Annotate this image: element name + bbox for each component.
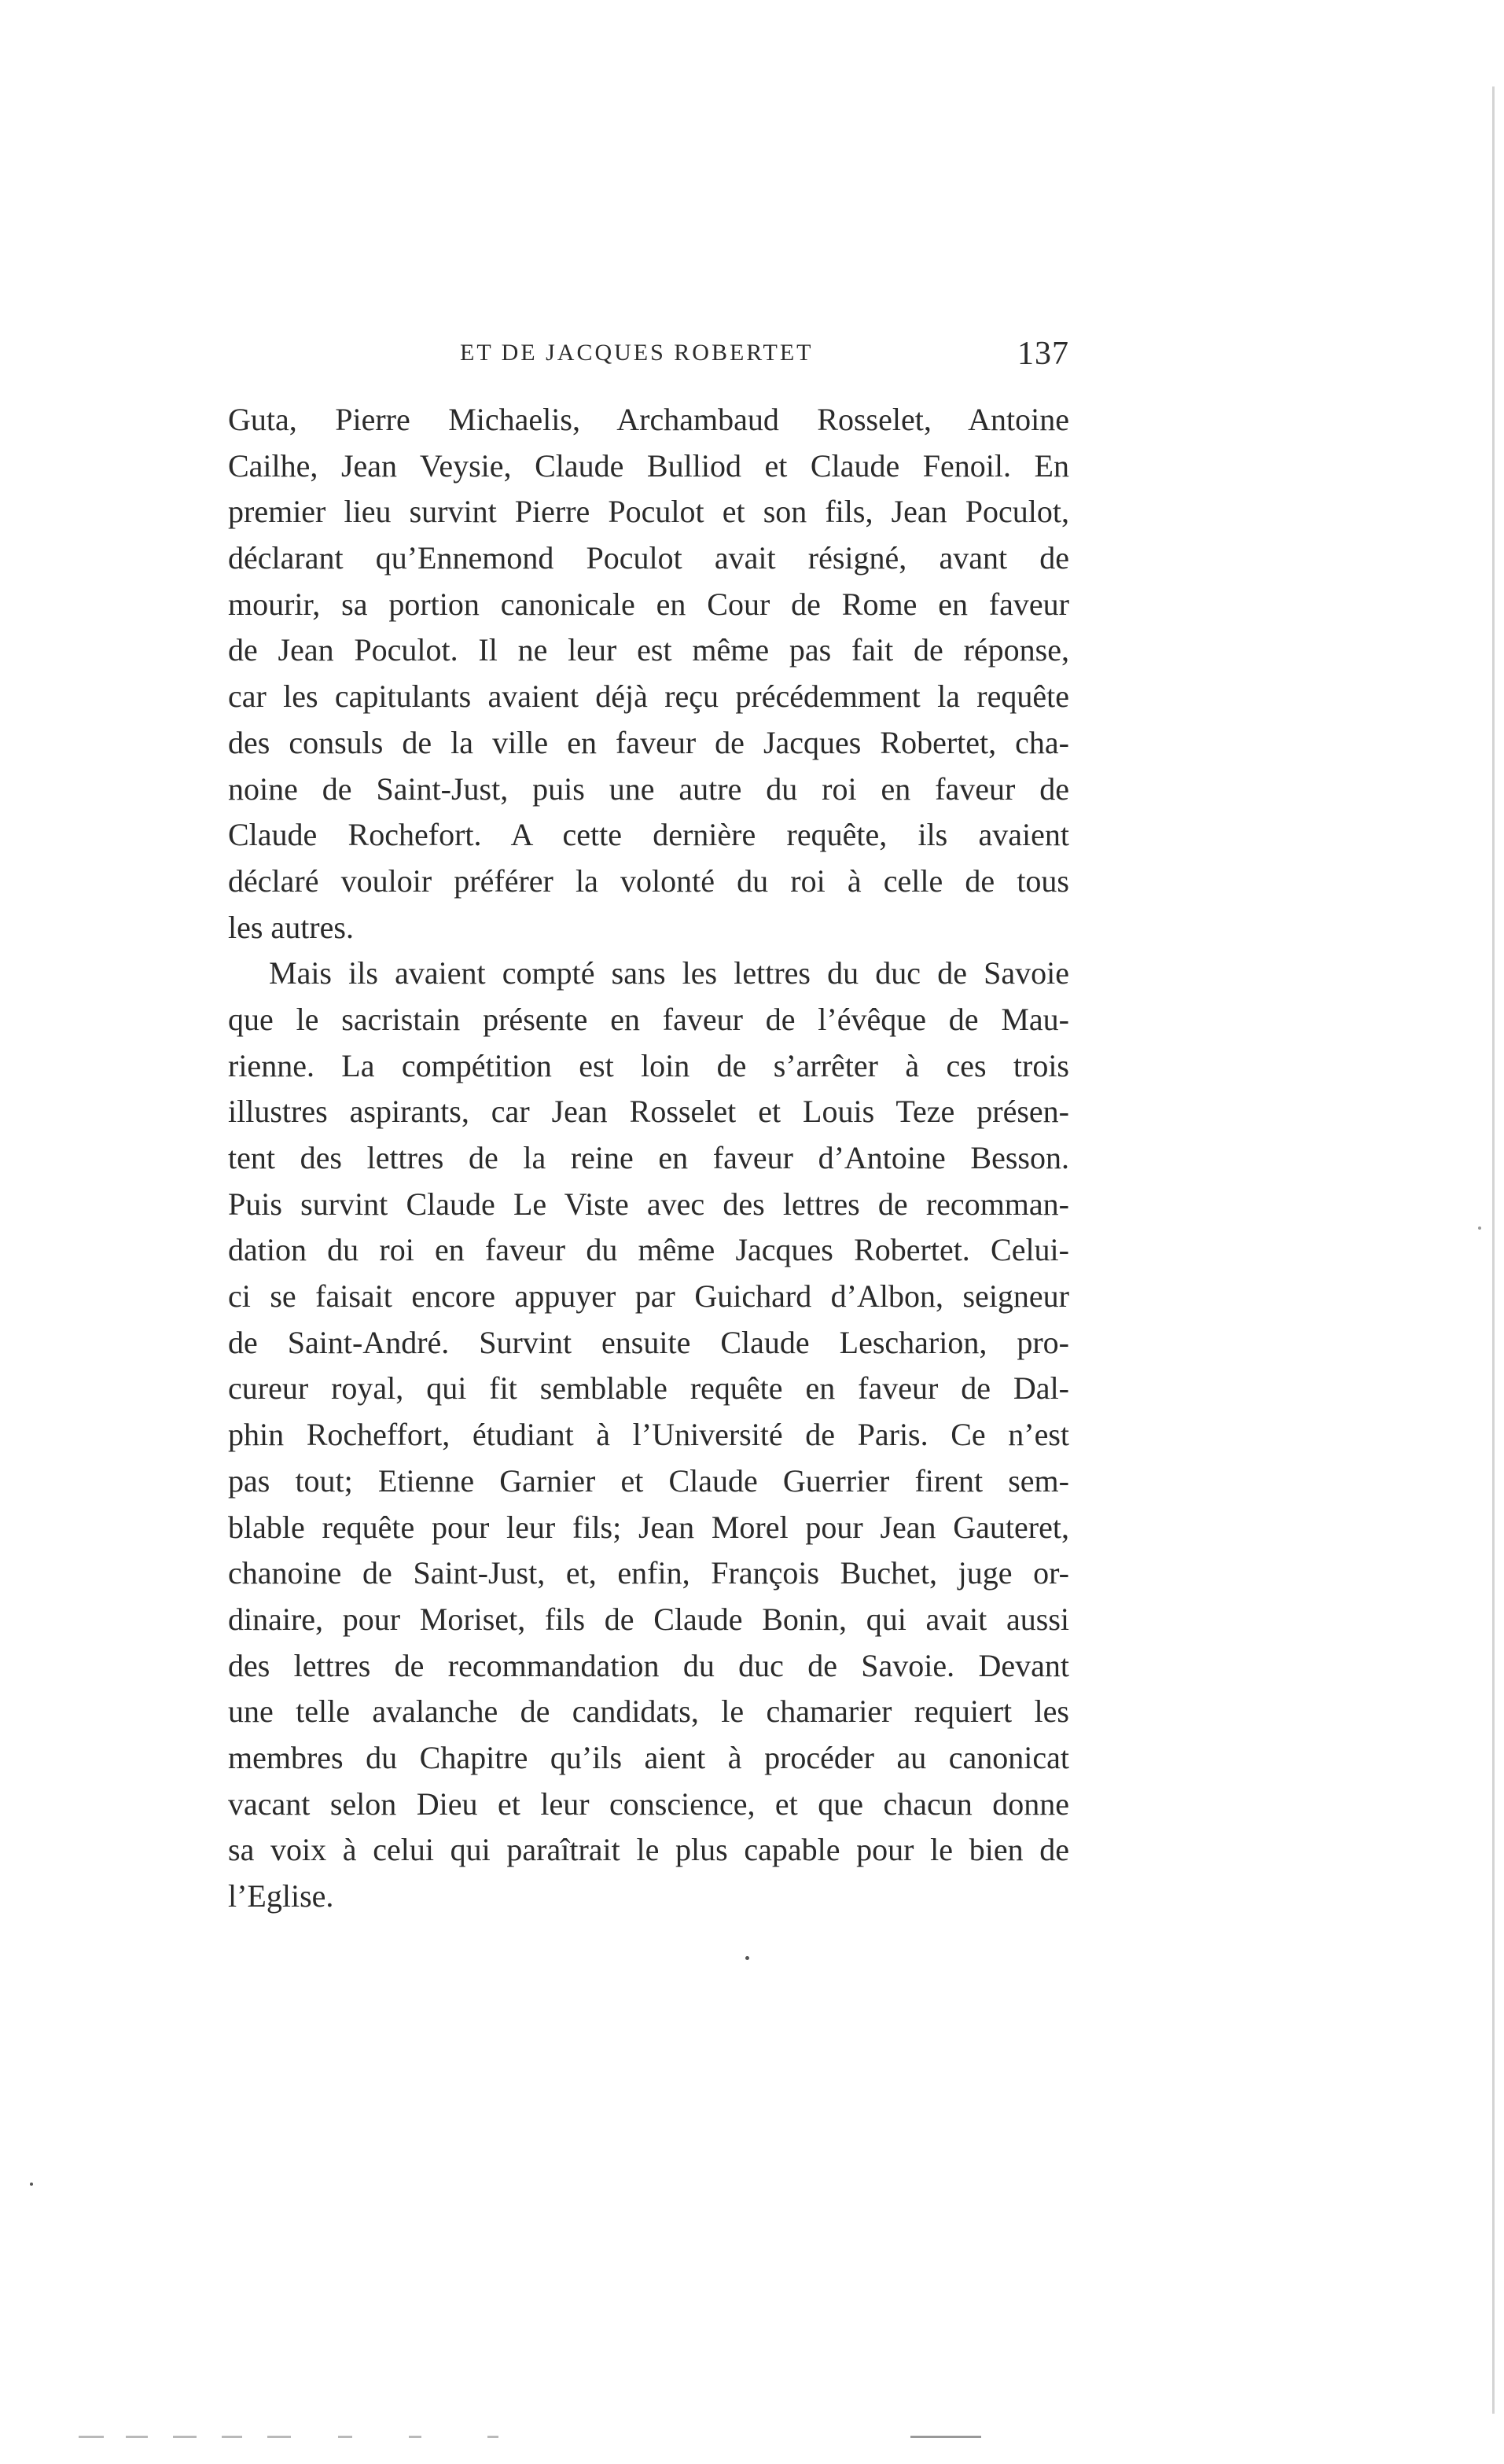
- text-line: dation du roi en faveur du même Jacques Robertet. Celui-: [228, 1232, 1069, 1268]
- text-line: Guta, Pierre Michaelis, Archambaud Rosselet, Antoine: [228, 402, 1069, 437]
- ink-speck: [30, 2183, 33, 2186]
- text-line: les autres.: [228, 909, 354, 945]
- text-line: des consuls de la ville en faveur de Jacques Robertet, cha-: [228, 724, 1069, 760]
- text-line: vacant selon Dieu et leur conscience, et que chacun donne: [228, 1785, 1069, 1822]
- text-line: pas tout; Etienne Garnier et Claude Guerrier firent sem-: [228, 1462, 1069, 1499]
- text-line: Mais ils avaient compté sans les lettres du duc de Savoie: [269, 955, 1069, 991]
- text-line: phin Rocheffort, étudiant à l’Université de Paris. Ce n’est: [228, 1417, 1069, 1453]
- text-line: chanoine de Saint-Just, et, enfin, François Buchet, juge or-: [228, 1555, 1069, 1591]
- running-head: ET DE JACQUES ROBERTET: [460, 340, 814, 366]
- text-line: que le sacristain présente en faveur de l’évêque de Mau-: [228, 1001, 1069, 1037]
- text-line: premier lieu survint Pierre Poculot et son fils, Jean Poculot,: [228, 494, 1069, 530]
- text-line: Claude Rochefort. A cette dernière requête, ils avaient: [228, 817, 1069, 853]
- scan-mark: [79, 2436, 104, 2438]
- scan-mark: [487, 2436, 498, 2438]
- ink-speck: [745, 1956, 749, 1960]
- text-line: des lettres de recommandation du duc de Savoie. Devant: [228, 1647, 1069, 1683]
- scan-mark: [910, 2436, 981, 2438]
- text-line: de Saint-André. Survint ensuite Claude Lescharion, pro-: [228, 1324, 1069, 1360]
- body-text: [228, 397, 1069, 1920]
- text-line: l’Eglise.: [228, 1878, 334, 1914]
- text-line: illustres aspirants, car Jean Rosselet et Louis Teze présen-: [228, 1094, 1069, 1130]
- scan-mark: [126, 2436, 148, 2438]
- scan-mark: [222, 2436, 242, 2438]
- text-line: blable requête pour leur fils; Jean Morel pour Jean Gauteret,: [228, 1509, 1069, 1545]
- paragraph-1: [228, 397, 1069, 951]
- text-line: rienne. La compétition est loin de s’arrêter à ces trois: [228, 1047, 1069, 1083]
- text-line: Puis survint Claude Le Viste avec des lettres de recomman-: [228, 1186, 1069, 1222]
- text-line: ci se faisait encore appuyer par Guichard d’Albon, seigneur: [228, 1278, 1069, 1315]
- scan-edge-marks: [79, 2436, 983, 2440]
- scan-mark: [173, 2436, 197, 2438]
- text-line: cureur royal, qui fit semblable requête en faveur de Dal-: [228, 1370, 1069, 1407]
- text-line: noine de Saint-Just, puis une autre du roi en faveur de: [228, 770, 1069, 807]
- text-line: Cailhe, Jean Veysie, Claude Bulliod et Claude Fenoil. En: [228, 447, 1069, 484]
- scan-mark: [409, 2436, 421, 2438]
- text-line: dinaire, pour Moriset, fils de Claude Bonin, qui avait aussi: [228, 1601, 1069, 1637]
- text-line: car les capitulants avaient déjà reçu précédemment la requête: [228, 679, 1069, 715]
- scan-mark: [267, 2436, 291, 2438]
- page-edge-rule: [1492, 86, 1495, 2414]
- page-header: [228, 336, 1069, 379]
- text-line: tent des lettres de la reine en faveur d’Antoine Besson.: [228, 1140, 1069, 1175]
- ink-speck: [1478, 1226, 1481, 1230]
- text-line: mourir, sa portion canonicale en Cour de Rome en faveur: [228, 586, 1069, 622]
- text-line: sa voix à celui qui paraîtrait le plus capable pour le bien de: [228, 1832, 1069, 1868]
- paragraph-2: [228, 951, 1069, 1919]
- text-line: déclarant qu’Ennemond Poculot avait résigné, avant de: [228, 540, 1069, 576]
- text-line: membres du Chapitre qu’ils aient à procéder au canonicat: [228, 1739, 1069, 1775]
- scan-mark: [338, 2436, 352, 2438]
- text-line: déclaré vouloir préférer la volonté du roi à celle de tous: [228, 862, 1069, 899]
- text-line: une telle avalanche de candidats, le chamarier requiert les: [228, 1694, 1069, 1730]
- text-line: de Jean Poculot. Il ne leur est même pas fait de réponse,: [228, 632, 1069, 668]
- page-number: 137: [1017, 336, 1069, 372]
